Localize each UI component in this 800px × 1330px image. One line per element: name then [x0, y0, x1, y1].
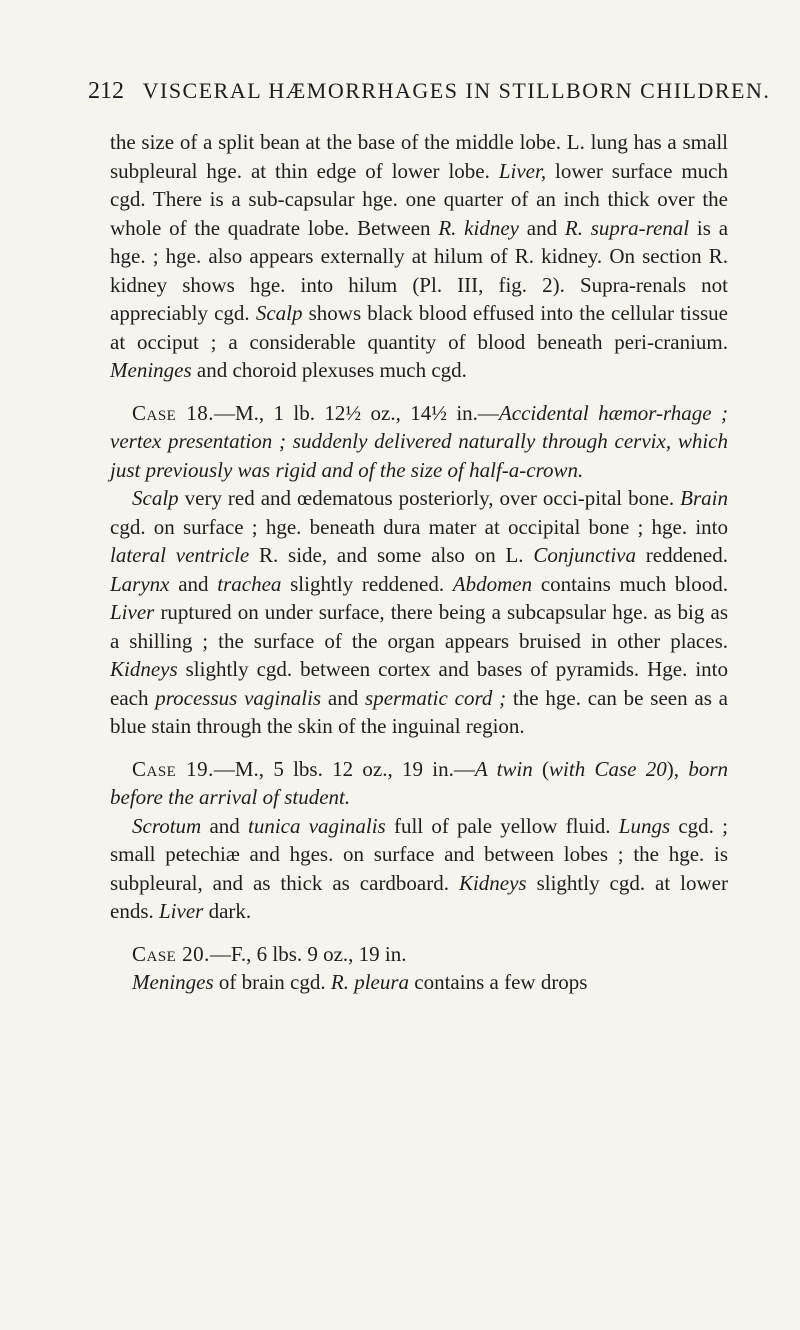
running-title: VISCERAL HÆMORRHAGES IN STILLBORN CHILDREN.	[142, 78, 771, 103]
case-18-heading: Case 18.—M., 1 lb. 12½ oz., 14½ in.—Accidental hæmor-rhage ; vertex presentation ; suddenly delivered naturally through cervix, which just previously was rigid and of the size of half-a-crown.	[110, 400, 728, 482]
page-number: 212	[88, 78, 124, 104]
continued-paragraph: the size of a split bean at the base of the middle lobe. L. lung has a small subpleural hge. at thin edge of lower lobe. Liver, lower surface much cgd. There is a sub-capsular hge. one quarter of an inch thick over the whole of the quadrate lobe. Between R. kidney and R. supra-renal is a hge. ; hge. also appears externally at hilum of R. kidney. On section R. kidney shows hge. into hilum (Pl. III, fig. 2). Supra-renals not appreciably cgd. Scalp shows black blood effused into the cellular tissue at occiput ; a considerable quantity of blood beneath peri-cranium. Meninges and choroid plexuses much cgd.	[110, 130, 729, 382]
case-20-heading: Case 20.—F., 6 lbs. 9 oz., 19 in.	[132, 941, 407, 966]
case-18-findings: Scalp very red and œdematous posteriorly, over occi-pital bone. Brain cgd. on surface ; hge. beneath dura mater at occipital bone ; hge. into lateral ventricle R. side, and some also on L. Conjunctiva reddened. Larynx and trachea slightly reddened. Abdomen contains much blood. Liver ruptured on under surface, there being a subcapsular hge. as big as a shilling ; the surface of the organ appears bruised in other places. Kidneys slightly cgd. between cortex and bases of pyramids. Hge. into each processus vaginalis and spermatic cord ; the hge. can be seen as a blue stain through the skin of the inguinal region.	[110, 486, 728, 738]
case-label: Case 19.	[132, 756, 214, 781]
running-header	[88, 78, 771, 110]
page-body	[110, 128, 728, 997]
case-label: Case 18.	[132, 400, 214, 425]
case-19-findings: Scrotum and tunica vaginalis full of pale yellow fluid. Lungs cgd. ; small petechiæ and hges. on surface and between lobes ; the hge. is subpleural, and as thick as cardboard. Kidneys slightly cgd. at lower ends. Liver dark.	[110, 813, 728, 923]
case-19-heading: Case 19.—M., 5 lbs. 12 oz., 19 in.—A twin (with Case 20), born before the arrival of student.	[110, 756, 728, 809]
case-20-findings: Meninges of brain cgd. R. pleura contains a few drops	[132, 970, 588, 994]
case-label: Case 20.	[132, 941, 210, 966]
